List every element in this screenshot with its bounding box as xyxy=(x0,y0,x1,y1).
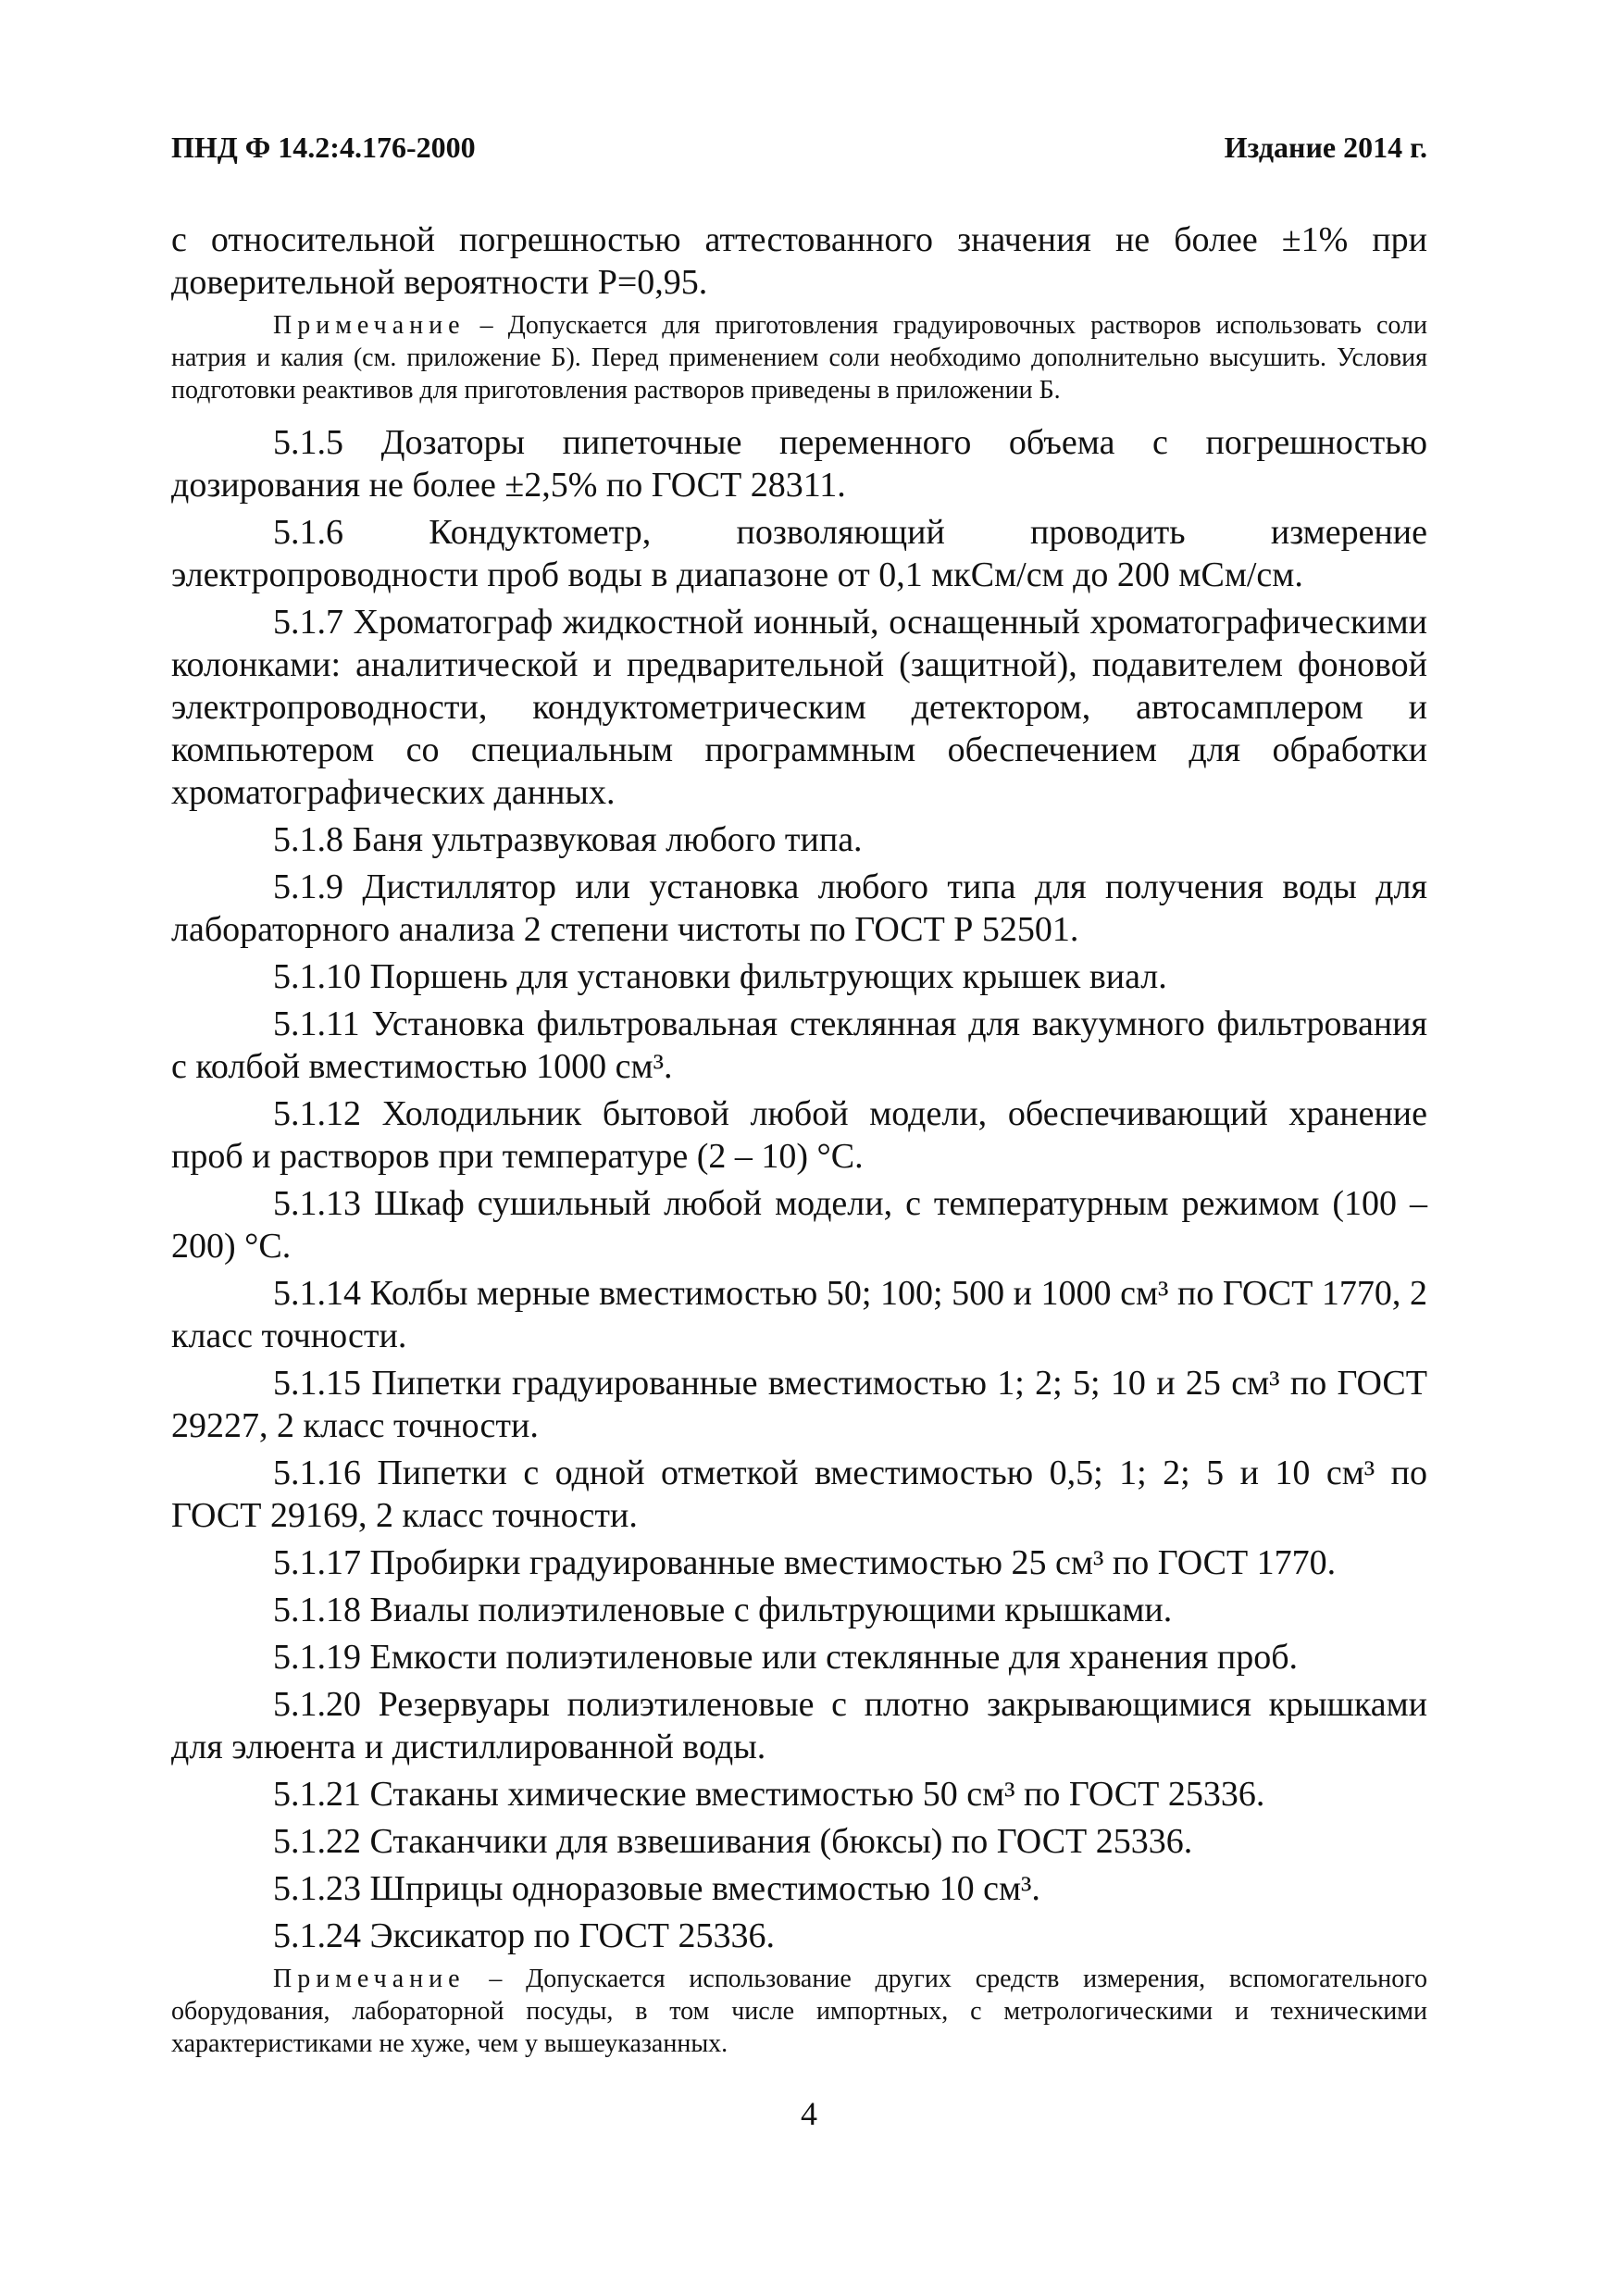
item-5-1-11: 5.1.11 Установка фильтровальная стеклянная для вакуумного фильтрования с колбой вместимостью 1000 см³. xyxy=(171,1004,1427,1086)
item-5-1-5: 5.1.5 Дозаторы пипеточные переменного объема с погрешностью дозирования не более ±2,5% по ГОСТ 28311. xyxy=(171,423,1427,505)
item-5-1-6: 5.1.6 Кондуктометр, позволяющий проводить измерение электропроводности проб воды в диапазоне от 0,1 мкСм/см до 200 мСм/см. xyxy=(171,513,1427,594)
edition-label: Издание 2014 г. xyxy=(1224,131,1427,164)
note-1 xyxy=(171,309,1427,406)
note-1-text: Допускается для приготовления градуировочных растворов использовать соли натрия и калия (см. приложение Б). Перед применением соли необходимо дополнительно высушить. Условия подготовки реактивов для приготовления растворов приведены в приложении Б. xyxy=(171,311,1428,405)
item-5-1-8: 5.1.8 Баня ультразвуковая любого типа. xyxy=(273,820,863,859)
note-2-label: Примечание xyxy=(273,1965,466,1993)
item-5-1-17: 5.1.17 Пробирки градуированные вместимостью 25 см³ по ГОСТ 1770. xyxy=(273,1543,1337,1582)
item-5-1-23: 5.1.23 Шприцы одноразовые вместимостью 10 см³. xyxy=(273,1869,1040,1908)
note-2-text: Допускается использование других средств измерения, вспомогательного оборудования, лабораторной посуды, в том числе импортных, с метрологическими и техническими характеристиками не хуже, чем у вышеуказанных. xyxy=(171,1965,1428,2058)
item-5-1-13: 5.1.13 Шкаф сушильный любой модели, с температурным режимом (100 – 200) °С. xyxy=(171,1184,1427,1266)
item-5-1-10: 5.1.10 Поршень для установки фильтрующих крышек виал. xyxy=(273,957,1167,996)
main-text xyxy=(171,218,1427,2075)
intro-paragraph: с относительной погрешностью аттестованного значения не более ±1% при доверительной вероятности Р=0,95. xyxy=(171,220,1427,302)
item-5-1-22: 5.1.22 Стаканчики для взвешивания (бюксы) по ГОСТ 25336. xyxy=(273,1822,1193,1861)
item-5-1-12: 5.1.12 Холодильник бытовой любой модели, обеспечивающий хранение проб и растворов при температуре (2 – 10) °С. xyxy=(171,1094,1427,1176)
document-code: ПНД Ф 14.2:4.176-2000 xyxy=(171,131,476,164)
item-5-1-14: 5.1.14 Колбы мерные вместимостью 50; 100; 500 и 1000 см³ по ГОСТ 1770, 2 класс точности. xyxy=(171,1274,1427,1355)
note-2 xyxy=(171,1963,1427,2060)
item-5-1-7: 5.1.7 Хроматограф жидкостной ионный, оснащенный хроматографическими колонками: аналитической и предварительной (защитной), подавителем фоновой электропроводности, кондуктометрическим детектором, автосамплером и компьютером со специальным программным обеспечением для обработки хроматографических данных. xyxy=(171,603,1427,812)
page-number: 4 xyxy=(801,2095,817,2132)
note-2-dash: – xyxy=(465,1965,527,1993)
item-5-1-24: 5.1.24 Эксикатор по ГОСТ 25336. xyxy=(273,1916,776,1955)
item-5-1-9: 5.1.9 Дистиллятор или установка любого типа для получения воды для лабораторного анализа 2 степени чистоты по ГОСТ Р 52501. xyxy=(171,867,1427,949)
item-5-1-20: 5.1.20 Резервуары полиэтиленовые с плотно закрывающимися крышками для элюента и дистиллированной воды. xyxy=(171,1685,1427,1766)
item-5-1-19: 5.1.19 Емкости полиэтиленовые или стеклянные для хранения проб. xyxy=(273,1638,1299,1677)
item-5-1-16: 5.1.16 Пипетки с одной отметкой вместимостью 0,5; 1; 2; 5 и 10 см³ по ГОСТ 29169, 2 класс точности. xyxy=(171,1454,1427,1535)
item-5-1-15: 5.1.15 Пипетки градуированные вместимостью 1; 2; 5; 10 и 25 см³ по ГОСТ 29227, 2 класс точности. xyxy=(171,1364,1427,1445)
note-1-label: Примечание xyxy=(273,311,466,340)
note-1-dash: – xyxy=(465,311,508,340)
page-header xyxy=(171,131,1427,165)
item-5-1-18: 5.1.18 Виалы полиэтиленовые с фильтрующими крышками. xyxy=(273,1591,1173,1629)
item-5-1-21: 5.1.21 Стаканы химические вместимостью 50 см³ по ГОСТ 25336. xyxy=(273,1775,1265,1814)
